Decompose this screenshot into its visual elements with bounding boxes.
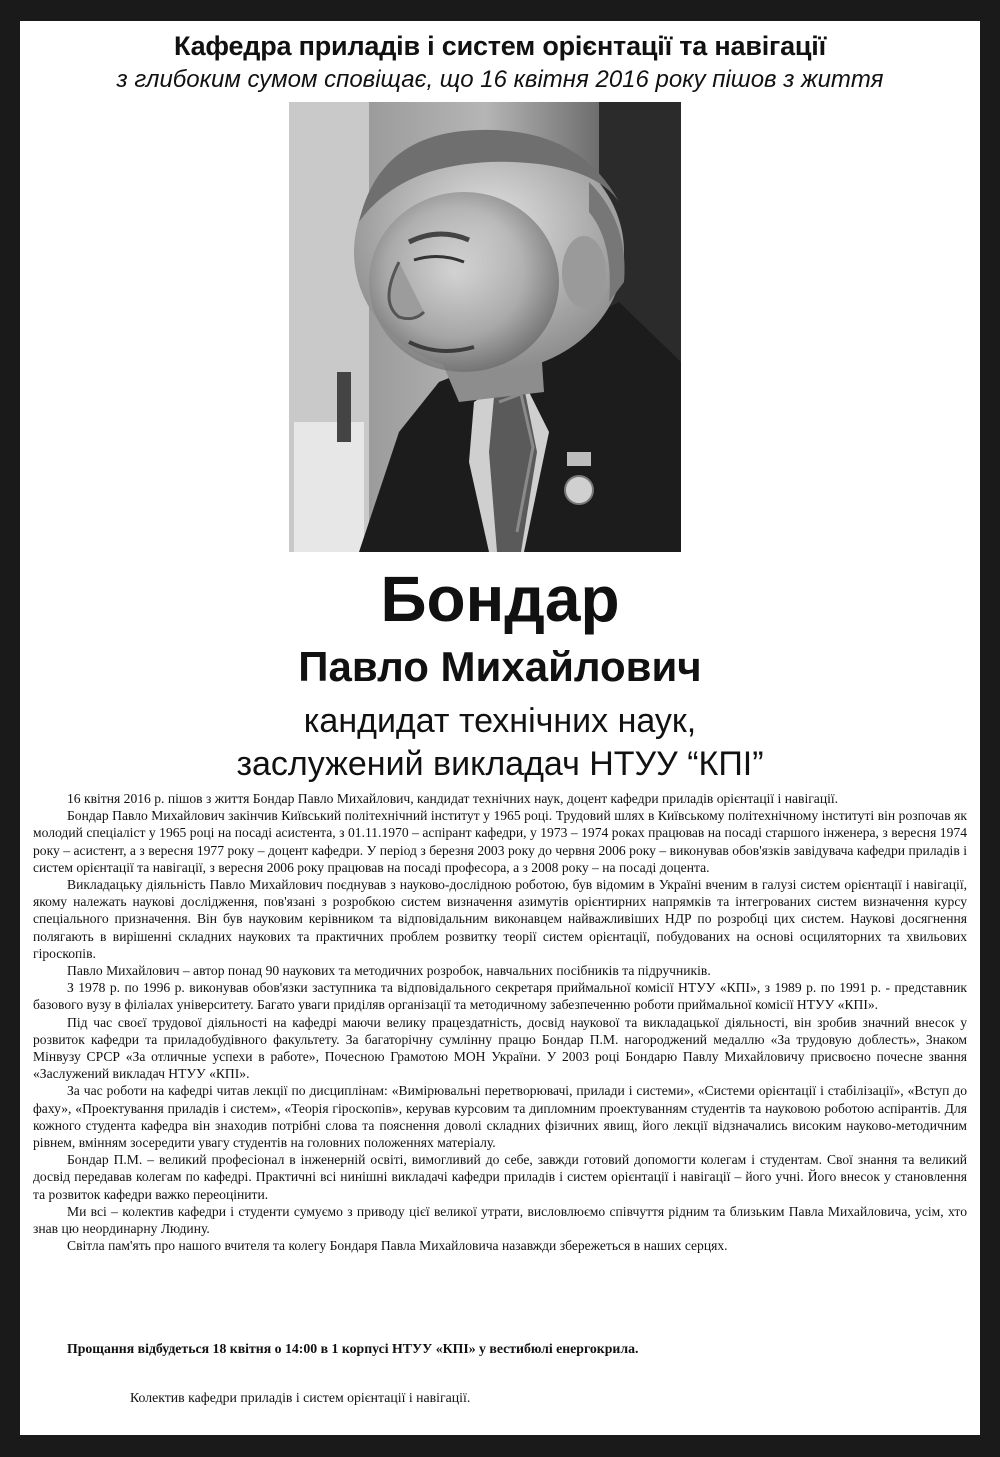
announcement-line: з глибоким сумом сповіщає, що 16 квітня 2016 року пішов з життя bbox=[116, 66, 884, 93]
person-degree: кандидат технічних наук, bbox=[303, 702, 697, 740]
body-paragraph: Викладацьку діяльність Павло Михайлович поєднував з науково-дослідною роботою, був відомим в Україні вченим в галузі систем орієнтації і навігації, якому належать наукові дослідження, пов'язані з розробкою систем визначення азимутів орієнтирних напрямків та інтегрованих систем визначення курсу спеціального призначення. Він був науковим керівником та відповідальним виконавцем найважливіших НДР по розробці цих систем. Наукові досягнення полягають в вирішенні складних наукових та практичних проблем розвитку теорії систем орієнтації, побудованих на основі осциляторних та хвильових гіроскопів. bbox=[33, 877, 967, 961]
obituary-sheet bbox=[20, 21, 980, 1435]
signature-line: Колектив кафедри приладів і систем орієнтації і навігації. bbox=[130, 1390, 471, 1405]
person-given-names: Павло Михайлович bbox=[298, 643, 702, 690]
portrait-photo bbox=[289, 102, 681, 552]
body-paragraph: За час роботи на кафедрі читав лекції по дисциплінам: «Вимірювальні перетворювачі, прилади і системи», «Системи орієнтації і стабілізації», «Вступ до фаху», «Проектування приладів і систем», «Теорія гіроскопів», керував курсовим та дипломним проектуванням студентів та науковою роботою аспірантів. Для кожного студента кафедра він знаходив потрібні слова та пояснення доволі складних фізичних явищ, його лекції відзначались високим науково-методичним рівнем, вмінням зосередити увагу студентів на головних положеннях матеріалу. bbox=[33, 1083, 967, 1151]
organization-heading: Кафедра приладів і систем орієнтації та навігації bbox=[173, 31, 827, 61]
body-paragraph: 16 квітня 2016 р. пішов з життя Бондар Павло Михайлович, кандидат технічних наук, доцент кафедри приладів орієнтації і навігації. bbox=[67, 791, 839, 806]
body-paragraph: Бондар Павло Михайлович закінчив Київський політехнічний інститут у 1965 році. Трудовий шлях в Київському політехнічному інституті він розпочав як молодий спеціаліст у 1965 році на посаді асистента, з 01.11.1970 – аспірант кафедри, у 1973 – 1974 роках працював на посаді старшого інженера, з вересня 1974 року – асистент, а з вересня 1977 року – доцент кафедри. У період з березня 2003 року до червня 2006 року – виконував обов'язків завідувача кафедри приладів і систем орієнтації та навігації, з вересня 2006 року працював на посаді професора, а з 2008 року – на посаді доцента. bbox=[33, 808, 967, 875]
body-paragraph: Ми всі – колектив кафедри і студенти сумуємо з приводу цієї великої утрати, висловлюємо співчуття рідним та близьким Павла Михайловича, усім, хто знав цю неординарну Людину. bbox=[33, 1203, 967, 1237]
body-paragraph: Бондар П.М. – великий професіонал в інженерній освіті, вимогливий до себе, завжди готовий допомогти колегам і студентам. Свої знання та великий досвід передавав колегам по кафедрі. Практичні всі нинішні викладачі кафедри приладів і систем орієнтації і навігації – його учні. Його внесок у становлення та розвиток кафедри важко переоцінити. bbox=[33, 1152, 967, 1202]
body-paragraph: З 1978 р. по 1996 р. виконував обов'язки заступника та відповідального секретаря приймальної комісії НТУУ «КПІ», з 1989 р. по 1991 р. - представник базового вузу в філіалах університету. Багато уваги приділяв організації та методичному забезпеченню роботи приймальної комісії НТУУ «КПІ». bbox=[33, 980, 967, 1013]
body-paragraph: Павло Михайлович – автор понад 90 наукових та методичних розробок, навчальних посібників та підручників. bbox=[67, 963, 711, 979]
person-surname: Бондар bbox=[380, 563, 620, 635]
farewell-notice: Прощання відбудеться 18 квітня о 14:00 в 1 корпусі НТУУ «КПІ» у вестибюлі енергокрила. bbox=[67, 1341, 639, 1356]
portrait-photo-icon bbox=[289, 102, 681, 552]
obituary-body bbox=[33, 790, 967, 1254]
person-honorary-title: заслужений викладач НТУУ “КПІ” bbox=[236, 745, 764, 783]
body-paragraph: Світла пам'ять про нашого вчителя та колегу Бондаря Павла Михайловича назавжди збережеться в наших серцях. bbox=[67, 1238, 728, 1254]
body-paragraph: Під час своєї трудової діяльності на кафедрі маючи велику працездатність, досвід наукової та викладацької діяльності, він зробив значний внесок у розвиток кафедри та приладобудівного факультету. За багаторічну сумлінну працю Бондар П.М. нагороджений медаллю «За трудовую доблесть», Знаком Мінвузу СРСР «За отличные успехи в работе», Почесною Грамотою МОН України. У 2003 році Бондарю Павлу Михайловичу присвоєно почесне звання «Заслужений викладач НТУУ «КПІ». bbox=[33, 1014, 967, 1082]
